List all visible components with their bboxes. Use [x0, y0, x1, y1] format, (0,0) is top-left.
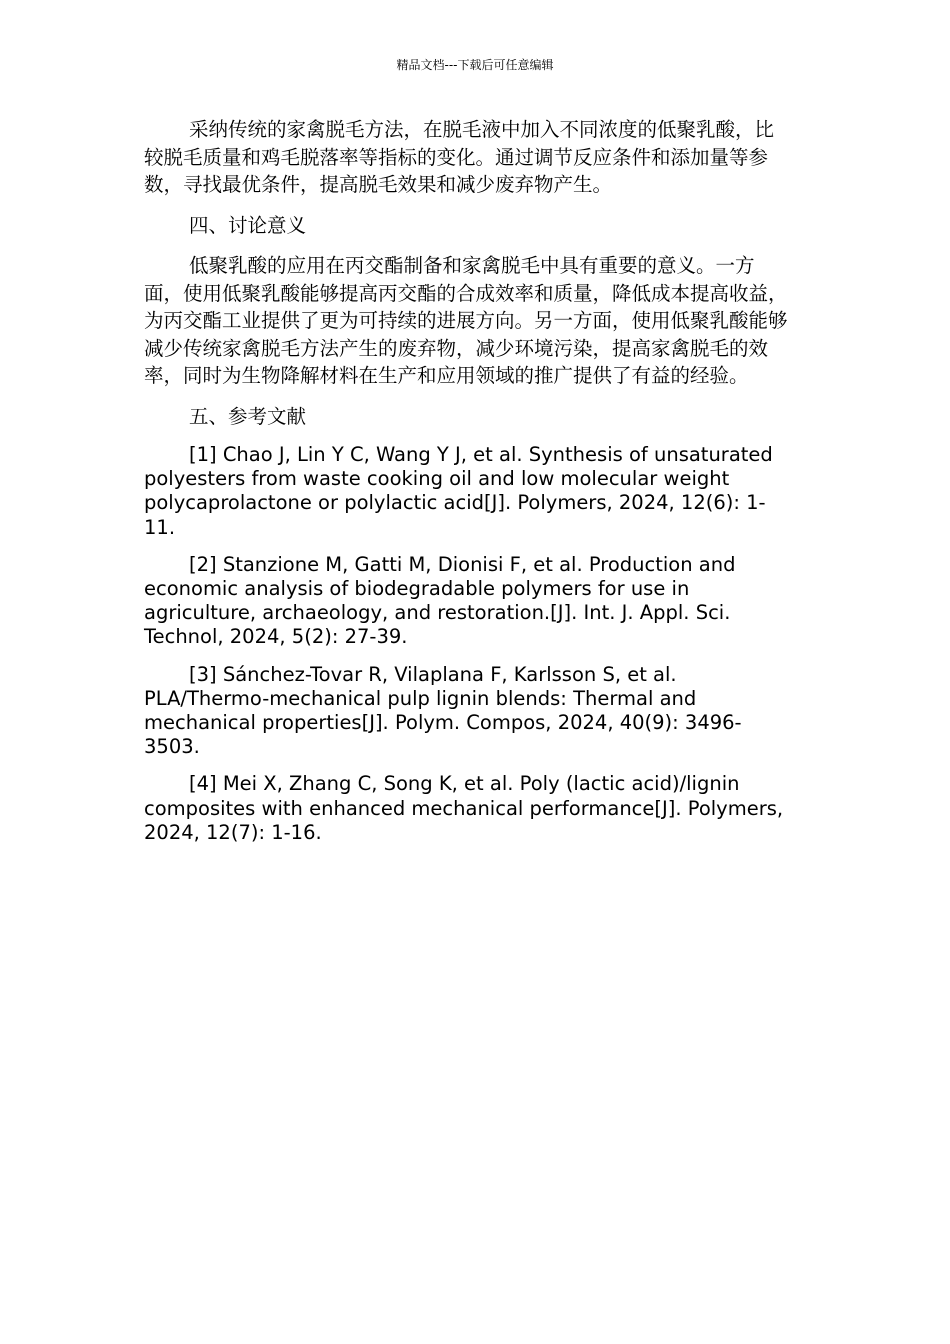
section-heading-discussion: 四、讨论意义	[189, 213, 307, 237]
reference-list	[144, 443, 792, 845]
paragraph-method: 采纳传统的家禽脱毛方法，在脱毛液中加入不同浓度的低聚乳酸，比较脱毛质量和鸡毛脱落率等指标的变化。通过调节反应条件和添加量等参数，寻找最优条件，提高脱毛效果和减少废弃物产生。	[144, 118, 775, 196]
section-heading-references: 五、参考文献	[189, 404, 307, 428]
reference-item: [4] Mei X, Zhang C, Song K, et al. Poly (lactic acid)/lignin composites with enhanced mechanical performance[J]. Polymers, 2024, 12(7): 1-16.	[144, 772, 784, 844]
header-note: 精品文档---下载后可任意编辑	[396, 58, 554, 72]
paragraph-discussion: 低聚乳酸的应用在丙交酯制备和家禽脱毛中具有重要的意义。一方面，使用低聚乳酸能够提高丙交酯的合成效率和质量，降低成本提高收益，为丙交酯工业提供了更为可持续的进展方向。另一方面，使用低聚乳酸能够减少传统家禽脱毛方法产生的废弃物，减少环境污染，提高家禽脱毛的效率，同时为生物降解材料在生产和应用领域的推广提供了有益的经验。	[144, 254, 788, 387]
reference-item: [3] Sánchez-Tovar R, Vilaplana F, Karlsson S, et al. PLA/Thermo-mechanical pulp lignin blends: Thermal and mechanical properties[J]. Polym. Compos, 2024, 40(9): 3496-3503.	[144, 662, 742, 759]
document-body	[144, 116, 792, 858]
reference-item: [1] Chao J, Lin Y C, Wang Y J, et al. Synthesis of unsaturated polyesters from waste cooking oil and low molecular weight polycaprolactone or polylactic acid[J]. Polymers, 2024, 12(6): 1-11.	[144, 443, 773, 539]
reference-item: [2] Stanzione M, Gatti M, Dionisi F, et al. Production and economic analysis of biodegradable polymers for use in agriculture, archaeology, and restoration.[J]. Int. J. Appl. Sci. Technol, 2024, 5(2): 27-39.	[144, 552, 736, 649]
